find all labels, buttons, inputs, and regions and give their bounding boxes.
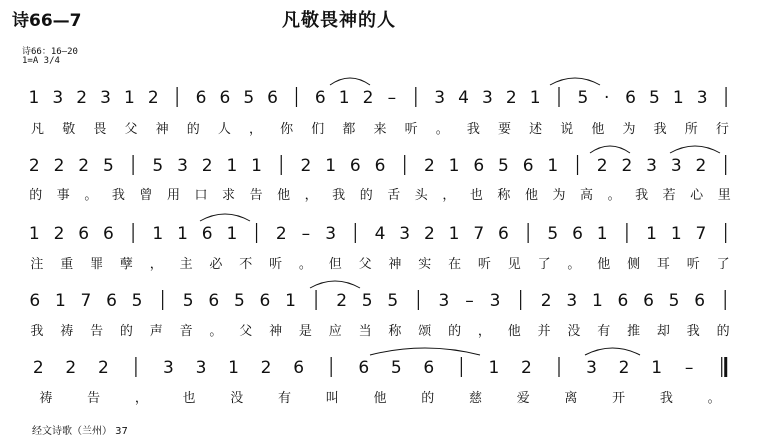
note: 5 [131,291,143,311]
note: 2 [65,358,77,378]
lyric-char: ， [149,257,163,272]
lyric-char: 当 [358,324,372,339]
note: 2 [53,156,65,176]
note: 2 [621,156,633,176]
lyric-char: 畏 [93,122,107,137]
lyric-char: 凡 [31,122,45,137]
note: 1 [54,291,66,311]
note: 4 [374,224,386,244]
note: 5 [243,88,255,108]
lyric-char: 他 [591,122,605,137]
note: 6 [293,358,305,378]
lyric-char: 若 [662,188,676,203]
lyric-char: 你 [280,122,294,137]
note: 5 [152,156,164,176]
lyric-char: 父 [239,324,253,339]
lyric-char: 称 [497,188,511,203]
note: 3 [177,156,188,176]
note: 4 [458,88,469,108]
lyric-char: 推 [627,324,641,339]
slur [585,348,640,355]
lyric-char: 事 [56,188,70,203]
lyric-char: ， [134,391,148,406]
lyric-char: 我 [686,324,700,339]
note: 1 [123,88,135,108]
note: 6 [29,291,41,311]
lyric-char: 有 [597,324,611,339]
lyric-char: 我 [653,122,667,137]
lyric-char: 人 [217,122,231,137]
note: 1 [488,358,500,378]
note: 2 [78,156,90,176]
hymn-code: 诗66—7 [12,11,82,31]
note: 2 [300,156,312,176]
note: 5 [547,224,559,244]
lyric-char: 注 [30,257,44,272]
slur [670,146,720,153]
note: 6 [102,224,114,244]
lyric-char: 我 [635,188,649,203]
lyric-char: 告 [87,391,101,406]
lyric-char: 没 [567,324,581,339]
lyric-char: 们 [311,122,325,137]
lyric-char: 。 [567,257,581,272]
note: 2 [505,88,517,108]
note: 1 [529,88,541,108]
note: 7 [80,291,92,311]
note: 1 [251,156,262,176]
note: 5 [577,88,589,108]
lyric-char: 。 [298,257,312,272]
lyric-char: 听 [404,122,418,137]
note: 1 [338,88,350,108]
lyric-char: ， [248,122,262,137]
lyric-char: ， [442,188,456,203]
note: 6 [358,358,370,378]
note: 2 [28,156,40,176]
note: 5 [649,88,660,108]
note: 2 [32,358,44,378]
note: 7 [695,224,707,244]
note: 3 [670,156,682,176]
note: 1 [596,224,608,244]
note: 2 [260,358,272,378]
hymn-title: 凡敬畏神的人 [282,10,396,31]
note: 3 [100,88,111,108]
lyric-char: 应 [328,324,342,339]
note: 3 [566,291,578,311]
note: 5 [361,291,373,311]
slur [550,78,600,85]
note: 2 [695,156,707,176]
lyric-char: 曾 [139,188,153,203]
lyric-char: 要 [498,122,512,137]
note: 1 [646,224,658,244]
note: 1 [285,291,296,311]
note: 1 [226,156,238,176]
lyric-char: 孽 [119,257,133,272]
lyric-char: 他 [597,257,611,272]
lyric-char: 了 [537,257,551,272]
note: 3 [325,224,337,244]
note: 6 [374,156,386,176]
note: 6 [572,224,583,244]
lyric-char: 我 [111,188,125,203]
note: 2 [336,291,348,311]
lyric-char: 慈 [468,391,482,406]
lyric-char: 告 [90,324,104,339]
lyric-char: 听 [477,257,491,272]
lyric-char: 。 [607,188,621,203]
note: 1 [651,358,663,378]
lyric-char: 他 [507,324,521,339]
note: 5 [233,291,245,311]
note: 6 [195,88,207,108]
lyric-char: 称 [388,324,402,339]
lyric-char: 并 [537,324,551,339]
note: 1 [547,156,559,176]
note: 3 [481,88,493,108]
lyric-char: 父 [358,257,372,272]
lyric-char: 的 [119,324,133,339]
note: 1 [28,88,40,108]
note: 2 [618,358,630,378]
lyric-char: 有 [278,391,292,406]
note: 1 [448,156,460,176]
lyric-char: 了 [716,257,730,272]
note: – [465,291,474,311]
note: 6 [314,88,326,108]
note: 3 [52,88,64,108]
key-signature: 1=A 3/4 [22,56,60,66]
note: 7 [473,224,485,244]
lyric-char: 都 [342,122,356,137]
note: 6 [201,224,213,244]
lyric-char: 神 [388,257,402,272]
source-footer: 经文诗歌（兰州） 37 [32,426,128,437]
note: 5 [182,291,194,311]
note: 1 [152,224,164,244]
lyric-char: 罪 [90,257,104,272]
note: 1 [28,224,40,244]
lyric-char: 。 [435,122,449,137]
note: · [604,88,610,108]
lyric-char: 爱 [516,391,530,406]
lyric-char: 我 [30,324,44,339]
lyric-char: ， [304,188,318,203]
lyric-char: 敬 [62,122,76,137]
slur [310,281,360,288]
slur [590,146,630,153]
lyric-char: ， [477,324,491,339]
note: 6 [625,88,637,108]
lyric-char: 重 [60,257,74,272]
note: 2 [521,358,532,378]
lyric-char: 头 [414,188,428,203]
lyric-char: 是 [298,324,312,339]
note: 6 [498,224,509,244]
note: 1 [670,224,682,244]
lyric-char: 来 [373,122,387,137]
note: 1 [325,156,337,176]
lyric-char: 侧 [627,257,641,272]
slur [330,78,370,85]
lyric-char: 实 [418,257,432,272]
note: 1 [228,358,239,378]
lyric-char: 神 [269,324,283,339]
note: 6 [473,156,485,176]
note: 5 [102,156,114,176]
lyric-char: 必 [209,257,223,272]
note: 6 [78,224,90,244]
lyric-char: 祷 [60,324,74,339]
lyric-char: 声 [149,324,163,339]
note: 5 [387,291,399,311]
note: 6 [208,291,220,311]
lyric-char: 他 [373,391,387,406]
lyric-char: 耳 [656,257,670,272]
lyric-char: 也 [469,188,483,203]
lyric-char: 的 [448,324,462,339]
lyric-char: 告 [249,188,263,203]
lyric-char: 我 [659,391,673,406]
lyric-char: 听 [269,257,283,272]
lyric-char: 高 [580,188,594,203]
lyric-char: 为 [622,122,636,137]
note: 3 [438,291,450,311]
note: 2 [423,156,435,176]
note: 3 [434,88,446,108]
note: 2 [423,224,435,244]
lyric-char: 。 [209,324,223,339]
note: – [684,358,694,378]
lyric-char: 用 [166,188,180,203]
lyric-char: 祷 [39,391,53,406]
lyric-char: 述 [529,122,543,137]
note: 2 [147,88,159,108]
lyric-char: 主 [179,257,193,272]
note: 1 [591,291,603,311]
note: 2 [362,88,374,108]
note: 6 [259,291,271,311]
note: 6 [694,291,706,311]
note: 3 [646,156,658,176]
lyric-char: 口 [194,188,208,203]
note: 6 [643,291,654,311]
lyric-char: 见 [507,257,521,272]
lyric-char: 神 [155,122,169,137]
lyric-char: 行 [715,122,729,137]
note: 2 [540,291,552,311]
note: 1 [177,224,188,244]
note: 3 [696,88,708,108]
note: 6 [267,88,279,108]
lyric-char: 没 [230,391,244,406]
scripture-reference: 诗66：16—20 [22,47,78,57]
note: 3 [489,291,501,311]
lyric-char: 在 [448,257,462,272]
note: 5 [390,358,402,378]
note: 6 [617,291,629,311]
lyric-char: 心 [690,188,704,203]
lyric-char: 离 [564,391,578,406]
lyric-char: 。 [707,391,721,406]
lyric-char: 所 [684,122,698,137]
note: 2 [76,88,88,108]
note: 6 [106,291,117,311]
note: 6 [349,156,361,176]
lyric-char: 不 [239,257,253,272]
lyric-char: 里 [717,188,731,203]
lyric-char: 音 [179,324,193,339]
lyric-char: 为 [552,188,566,203]
note: 2 [596,156,608,176]
lyric-char: 的 [186,122,200,137]
lyric-char: 颂 [418,324,432,339]
note: 3 [399,224,411,244]
slur [370,348,480,355]
lyric-char: 。 [84,188,98,203]
lyric-char: 也 [182,391,196,406]
lyric-char: 说 [560,122,574,137]
lyric-char: 开 [612,391,626,406]
lyric-char: 的 [421,391,435,406]
lyric-char: 我 [332,188,346,203]
note: 1 [672,88,684,108]
lyric-char: 父 [124,122,138,137]
lyric-char: 的 [716,324,730,339]
note: 6 [423,358,435,378]
note: 1 [448,224,460,244]
note: 6 [522,156,534,176]
slur [200,214,250,221]
note: 5 [668,291,680,311]
note: 6 [219,88,231,108]
note: – [301,224,311,244]
lyric-char: 舌 [387,188,401,203]
note: 3 [586,358,597,378]
note: 5 [498,156,509,176]
note: 3 [195,358,207,378]
note: 2 [275,224,287,244]
lyric-char: 他 [277,188,291,203]
note: 2 [53,224,65,244]
lyric-char: 却 [656,324,670,339]
lyric-char: 但 [328,257,342,272]
lyric-char: 求 [222,188,236,203]
note: 1 [226,224,238,244]
lyric-char: 我 [466,122,480,137]
note: 2 [97,358,109,378]
note: – [387,88,397,108]
lyric-char: 的 [29,188,43,203]
note: 2 [201,156,213,176]
note: 3 [163,358,174,378]
lyric-char: 的 [359,188,373,203]
lyric-char: 他 [524,188,538,203]
lyric-char: 叫 [325,391,339,406]
lyric-char: 听 [686,257,700,272]
